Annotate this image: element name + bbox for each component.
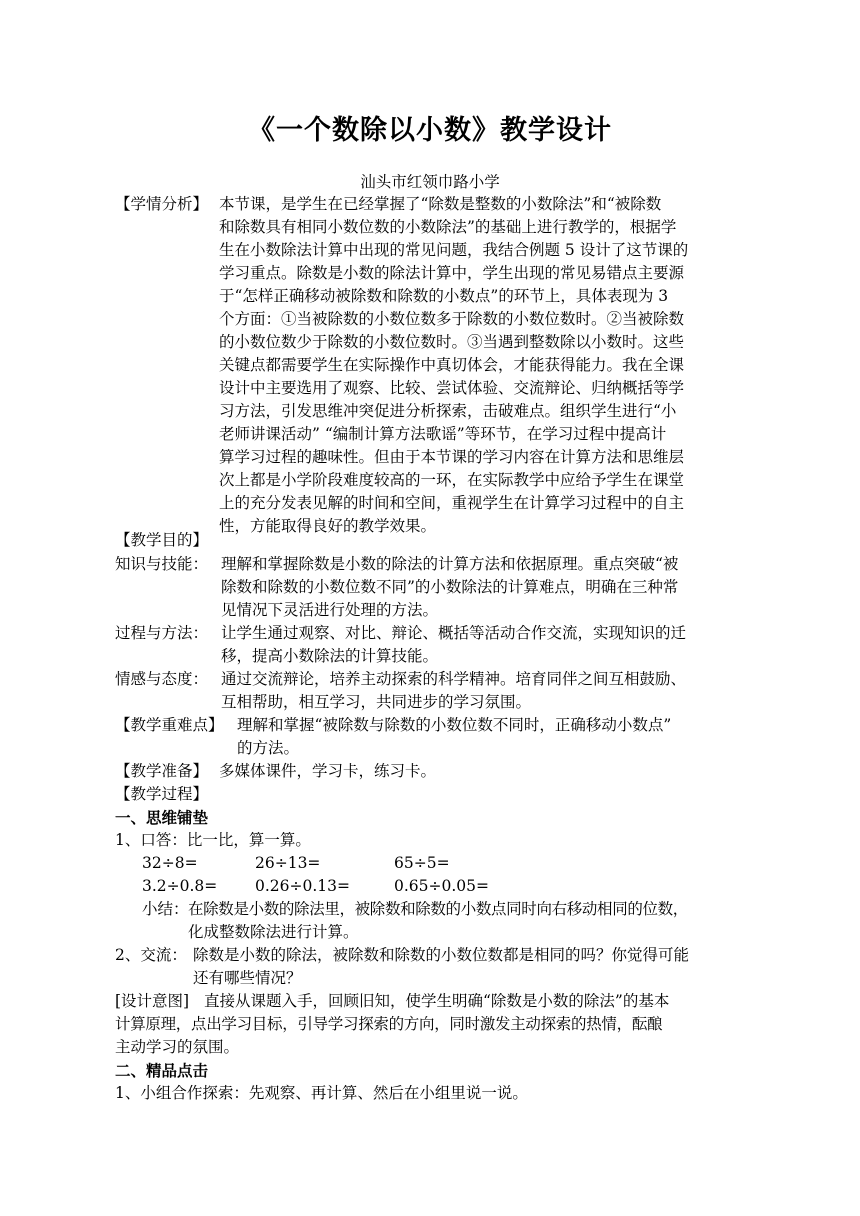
document-title: 《一个数除以小数》教学设计 [248, 115, 612, 146]
analysis-line: 关键点都需要学生在实际操作中真切体会，才能获得能力。我在全课 [219, 356, 685, 374]
design-intent-label: [设计意图] [115, 992, 190, 1010]
key-points-label: 【教学重难点】 [115, 716, 224, 734]
knowledge-line: 见情况下灵活进行处理的方法。 [221, 601, 439, 619]
analysis-line: 老师讲课活动” “编制计算方法歌谣”等环节，在学习过程中提高计 [219, 425, 667, 443]
analysis-line: 的小数位数少于除数的小数位数时。③当遇到整数除以小数时。这些 [219, 333, 685, 351]
key-points-line: 理解和掌握“被除数与除数的小数位数不同时，正确移动小数点” [237, 716, 672, 734]
summary-line: 化成整数除法进行计算。 [188, 923, 359, 941]
prep-text: 多媒体课件，学习卡，练习卡。 [219, 762, 437, 780]
item2-line: 还有哪些情况？ [193, 969, 302, 987]
part1-heading: 一、思维铺垫 [115, 808, 209, 827]
analysis-line: 上的充分发表见解的时间和空间，重视学生在计算学习过程中的自主 [219, 494, 685, 512]
summary-line: 在除数是小数的除法里，被除数和除数的小数点同时向右移动相同的位数， [188, 900, 688, 918]
analysis-text [219, 193, 749, 538]
design-intent-line: 计算原理，点出学习目标，引导学习探索的方向，同时激发主动探索的热情，酝酿 [115, 1015, 663, 1033]
item2-label: 2、交流： [115, 946, 187, 964]
math-problem: 3.2÷0.8= [142, 877, 218, 895]
goals-label: 【教学目的】 [115, 531, 209, 549]
part1-item1: 1、口答：比一比，算一算。 [115, 831, 311, 849]
process-method-line: 让学生通过观察、对比、辩论、概括等活动合作交流，实现知识的迁 [221, 624, 687, 642]
emotion-label: 情感与态度： [115, 670, 209, 688]
process-label: 【教学过程】 [115, 785, 209, 803]
math-problem: 65÷5= [394, 854, 450, 872]
design-intent-line: 主动学习的氛围。 [115, 1038, 240, 1056]
prep-label: 【教学准备】 [115, 762, 209, 780]
analysis-line: 生在小数除法计算中出现的常见问题，我结合例题 5 设计了这节课的 [219, 241, 689, 259]
analysis-label: 【学情分析】 [115, 195, 209, 213]
part2-heading: 二、精品点击 [115, 1061, 209, 1080]
emotion-line: 通过交流辩论，培养主动探索的科学精神。培育同伴之间互相鼓励、 [221, 670, 687, 688]
analysis-line: 性，方能取得良好的教学效果。 [219, 517, 437, 535]
item2-text [193, 944, 748, 990]
analysis-line: 个方面：①当被除数的小数位数多于除数的小数位数时。②当被除数 [219, 310, 685, 328]
math-problem: 26÷13= [255, 854, 321, 872]
key-points-line: 的方法。 [237, 739, 300, 757]
design-intent-text [115, 990, 749, 1059]
math-problem: 32÷8= [142, 854, 198, 872]
analysis-line: 次上都是小学阶段难度较高的一环，在实际教学中应给予学生在课堂 [219, 471, 685, 489]
analysis-line: 算学习过程的趣味性。但由于本节课的学习内容在计算方法和思维层 [219, 448, 685, 466]
key-points-text [237, 714, 749, 760]
summary-text [188, 898, 748, 944]
process-method-line: 移，提高小数除法的计算技能。 [221, 647, 439, 665]
math-problem: 0.65÷0.05= [394, 877, 489, 895]
analysis-line: 设计中主要选用了观察、比较、尝试体验、交流辩论、归纳概括等学 [219, 379, 685, 397]
analysis-line: 学习重点。除数是小数的除法计算中，学生出现的常见易错点主要源 [219, 264, 685, 282]
process-method-text [221, 622, 751, 668]
summary-label: 小结： [142, 900, 189, 918]
emotion-text [221, 668, 751, 714]
process-method-label: 过程与方法： [115, 624, 209, 642]
analysis-line: 本节课，是学生在已经掌握了“除数是整数的小数除法”和“被除数 [219, 195, 662, 213]
part2-item1: 1、小组合作探索：先观察、再计算、然后在小组里说一说。 [115, 1084, 528, 1102]
emotion-line: 互相帮助，相互学习，共同进步的学习氛围。 [221, 693, 532, 711]
analysis-line: 于“怎样正确移动被除数和除数的小数点”的环节上，具体表现为 3 [219, 287, 669, 305]
knowledge-text [221, 553, 751, 622]
analysis-line: 和除数具有相同小数位数的小数除法”的基础上进行教学的，根据学 [219, 218, 677, 236]
item2-line: 除数是小数的除法，被除数和除数的小数位数都是相同的吗？你觉得可能 [193, 946, 690, 964]
analysis-line: 习方法，引发思维冲突促进分析探索，击破难点。组织学生进行“小 [219, 402, 677, 420]
design-intent-line: 直接从课题入手，回顾旧知，使学生明确“除数是小数的除法”的基本 [204, 992, 670, 1010]
knowledge-line: 除数和除数的小数位数不同”的小数除法的计算难点，明确在三种常 [221, 578, 679, 596]
math-problem: 0.26÷0.13= [255, 877, 350, 895]
knowledge-label: 知识与技能： [115, 555, 209, 573]
school-name: 汕头市红领巾路小学 [360, 173, 500, 191]
knowledge-line: 理解和掌握除数是小数的除法的计算方法和依据原理。重点突破“被 [221, 555, 679, 573]
